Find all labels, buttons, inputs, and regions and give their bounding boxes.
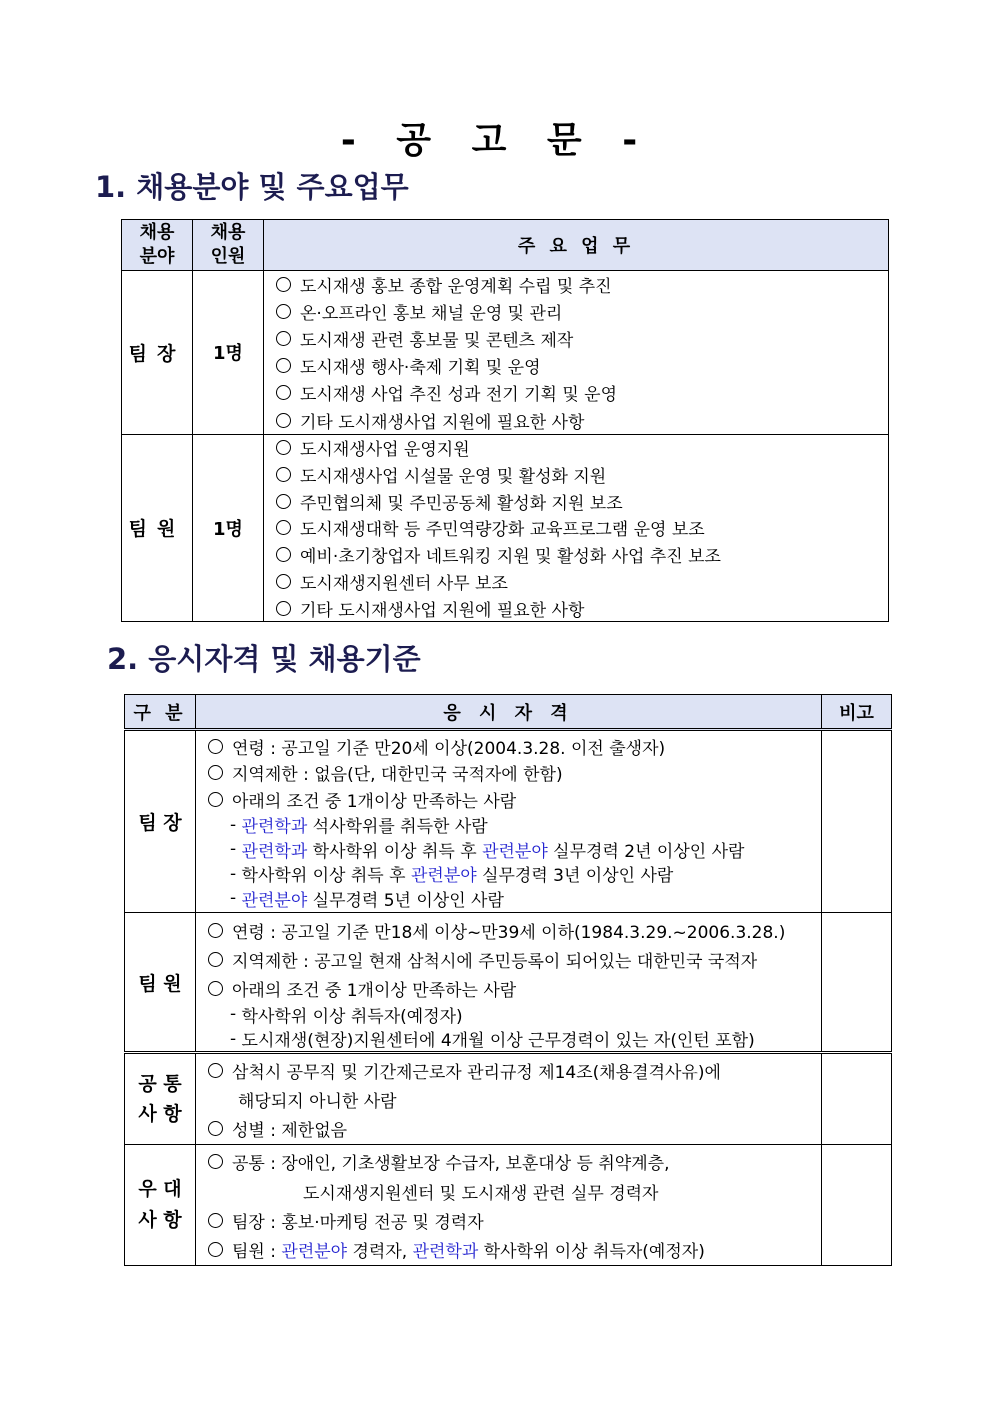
preference-text: 팀원 : [232,1242,282,1262]
sub-item: - 관련학과 학사학위 이상 취득 후 관련분야 실무경력 2년 이상인 사람 [208,837,821,862]
duty-text: 예비·초기창업자 네트워킹 지원 및 활성화 사업 추진 보조 [300,547,721,568]
common-text: 성별 : 제한없음 [232,1121,348,1141]
header-qualification: 응 시 자 격 [196,695,822,730]
highlight-text: 관련학과 [412,1242,479,1262]
sub-text: 실무경력 3년 이상인 사람 [476,866,674,887]
list-item [276,488,888,515]
list-item [276,595,888,622]
preference-text: 학사학위 이상 취득자(예정자) [478,1242,705,1262]
sub-text: 학사학위 이상 취득 후 [241,866,411,887]
duty-text: 도시재생사업 시설물 운영 및 활성화 지원 [300,467,607,488]
duties-leader [264,271,889,435]
header-count-line2: 인원 [210,246,246,267]
circle-bullet-icon [276,358,291,373]
preference-text: 경력자, [347,1242,413,1262]
circle-bullet-icon [276,520,291,535]
list-item [208,1206,821,1235]
highlight-text: 관련분야 [241,890,308,911]
circle-bullet-icon [276,601,291,616]
header-duties: 주 요 업 무 [264,220,889,271]
circle-bullet-icon [208,1063,223,1078]
sub-text: 실무경력 2년 이상인 사람 [547,841,745,862]
list-item [276,352,888,379]
category-preference [125,1145,196,1266]
list-item [208,916,821,945]
circle-bullet-icon [276,574,291,589]
table-row-leader [125,730,892,913]
circle-bullet-icon [208,1213,223,1228]
duty-text: 도시재생대학 등 주민역량강화 교육프로그램 운영 보조 [300,520,705,541]
duty-text: 주민협의체 및 주민공동체 활성화 지원 보조 [300,493,623,514]
duty-text: 도시재생 행사·축제 기획 및 운영 [300,358,541,379]
list-item [276,568,888,595]
duties-member [264,434,889,622]
region-text: 지역제한 : 없음(단, 대한민국 국적자에 한함) [232,765,563,786]
sub-text: 석사학위를 취득한 사람 [307,817,488,838]
circle-bullet-icon [276,494,291,509]
table-row [122,271,889,435]
qualification-preference [196,1145,822,1266]
category-member: 팀 원 [125,913,196,1053]
circle-bullet-icon [276,385,291,400]
section2-heading: 2. 응시자격 및 채용기준 [107,642,421,676]
table-header-row [122,220,889,271]
condition-text: 아래의 조건 중 1개이상 만족하는 사람 [232,980,517,1001]
table-row-preference [125,1145,892,1266]
sub-item: - 학사학위 이상 취득 후 관련분야 실무경력 3년 이상인 사람 [208,862,821,887]
circle-bullet-icon [208,1242,223,1257]
sub-item: - 도시재생(현장)지원센터에 4개월 이상 근무경력이 있는 자(인턴 포함) [208,1027,821,1052]
sub-text: 학사학위 이상 취득자(예정자) [241,1006,463,1027]
header-count-line1: 채용 [210,222,246,243]
page-title: - 공 고 문 - [340,120,652,161]
qualification-leader [196,730,822,913]
circle-bullet-icon [208,981,223,996]
list-item [208,733,821,760]
note-preference [822,1145,892,1266]
sub-item: - 학사학위 이상 취득자(예정자) [208,1002,821,1027]
category-common [125,1053,196,1145]
note-common [822,1053,892,1145]
header-note: 비고 [822,695,892,730]
list-item [208,760,821,787]
qualification-table [124,694,892,1266]
list-item [276,435,888,462]
qualification-member [196,913,822,1053]
list-item [276,461,888,488]
region-text: 지역제한 : 공고일 현재 삼척시에 주민등록이 되어있는 대한민국 국적자 [232,952,758,972]
field-member-text: 팀원 [128,518,186,541]
field-leader-text: 팀장 [128,342,186,365]
preference-label-line2: 사 항 [138,1209,182,1231]
list-item [276,379,888,406]
duty-text: 도시재생지원센터 사무 보조 [300,573,508,594]
condition-text: 아래의 조건 중 1개이상 만족하는 사람 [232,791,517,812]
circle-bullet-icon [276,467,291,482]
highlight-text: 관련분야 [410,866,477,887]
table-row [122,434,889,622]
common-label-line2: 사 항 [138,1103,182,1125]
common-text: 삼척시 공무직 및 기간제근로자 관리규정 제14조(채용결격사유)에 [232,1063,721,1083]
highlight-text: 관련분야 [482,841,548,862]
circle-bullet-icon [276,277,291,292]
list-item [208,974,821,1002]
circle-bullet-icon [208,923,223,938]
highlight-text: 관련학과 [241,817,308,838]
list-item [208,1114,821,1143]
preference-label-line1: 우 대 [138,1178,182,1200]
list-item [276,298,888,325]
age-text: 연령 : 공고일 기준 만20세 이상(2004.3.28. 이전 출생자) [232,738,666,759]
circle-bullet-icon [276,440,291,455]
table-header-row [125,695,892,730]
preference-text: 공통 : 장애인, 기초생활보장 수급자, 보훈대상 등 취약계층, [232,1154,670,1174]
duty-text: 도시재생 관련 홍보물 및 콘텐츠 제작 [300,331,574,352]
note-member [822,913,892,1053]
duty-text: 기타 도시재생사업 지원에 필요한 사항 [300,600,585,621]
recruitment-table [121,219,889,622]
duty-text: 도시재생사업 운영지원 [300,440,470,461]
duty-text: 온·오프라인 홍보 채널 운영 및 관리 [300,304,563,325]
age-text: 연령 : 공고일 기준 만18세 이상~만39세 이하(1984.3.29.~2006.3.28.) [232,923,786,943]
sub-text: 실무경력 5년 이상인 사람 [307,890,504,911]
circle-bullet-icon [208,952,223,967]
duty-text: 도시재생 홍보 종합 운영계획 수립 및 추진 [300,277,612,298]
field-leader [122,271,193,435]
count-member: 1명 [193,434,264,622]
list-item [208,1056,821,1085]
list-item [208,1235,821,1264]
highlight-text: 관련분야 [281,1242,348,1262]
sub-item: - 관련분야 실무경력 5년 이상인 사람 [208,886,821,911]
list-item [208,945,821,974]
circle-bullet-icon [208,739,223,754]
qualification-common [196,1053,822,1145]
circle-bullet-icon [208,765,223,780]
sub-item: - 관련학과 석사학위를 취득한 사람 [208,813,821,838]
table-row-common [125,1053,892,1145]
list-item-continued: 도시재생지원센터 및 도시재생 관련 실무 경력자 [303,1183,659,1204]
header-field-line2: 분야 [139,246,175,267]
header-field-line1: 채용 [139,222,175,243]
note-leader [822,730,892,913]
duty-text: 기타 도시재생사업 지원에 필요한 사항 [300,412,585,433]
common-label-line1: 공 통 [138,1073,182,1095]
category-leader: 팀 장 [125,730,196,913]
highlight-text: 관련학과 [241,841,308,862]
circle-bullet-icon [276,331,291,346]
circle-bullet-icon [276,413,291,428]
sub-text: 도시재생(현장)지원센터에 4개월 이상 근무경력이 있는 자(인턴 포함) [241,1031,755,1052]
circle-bullet-icon [208,1154,223,1169]
section1-heading: 1. 채용분야 및 주요업무 [95,170,409,204]
count-leader: 1명 [193,271,264,435]
circle-bullet-icon [276,547,291,562]
circle-bullet-icon [208,1121,223,1136]
list-item [276,406,888,433]
header-category: 구 분 [125,695,196,730]
header-count [193,220,264,271]
list-item [208,1147,821,1176]
list-item [276,515,888,542]
list-item [276,271,888,298]
sub-text: 학사학위 이상 취득 후 [307,841,483,862]
list-item-continued: 해당되지 아니한 사람 [238,1092,397,1112]
list-item [276,325,888,352]
preference-text: 팀장 : 홍보·마케팅 전공 및 경력자 [232,1213,484,1233]
header-field [122,220,193,271]
field-member [122,434,193,622]
list-item [208,786,821,813]
circle-bullet-icon [276,304,291,319]
table-row-member [125,913,892,1053]
circle-bullet-icon [208,792,223,807]
duty-text: 도시재생 사업 추진 성과 전기 기획 및 운영 [300,385,618,406]
list-item [276,541,888,568]
